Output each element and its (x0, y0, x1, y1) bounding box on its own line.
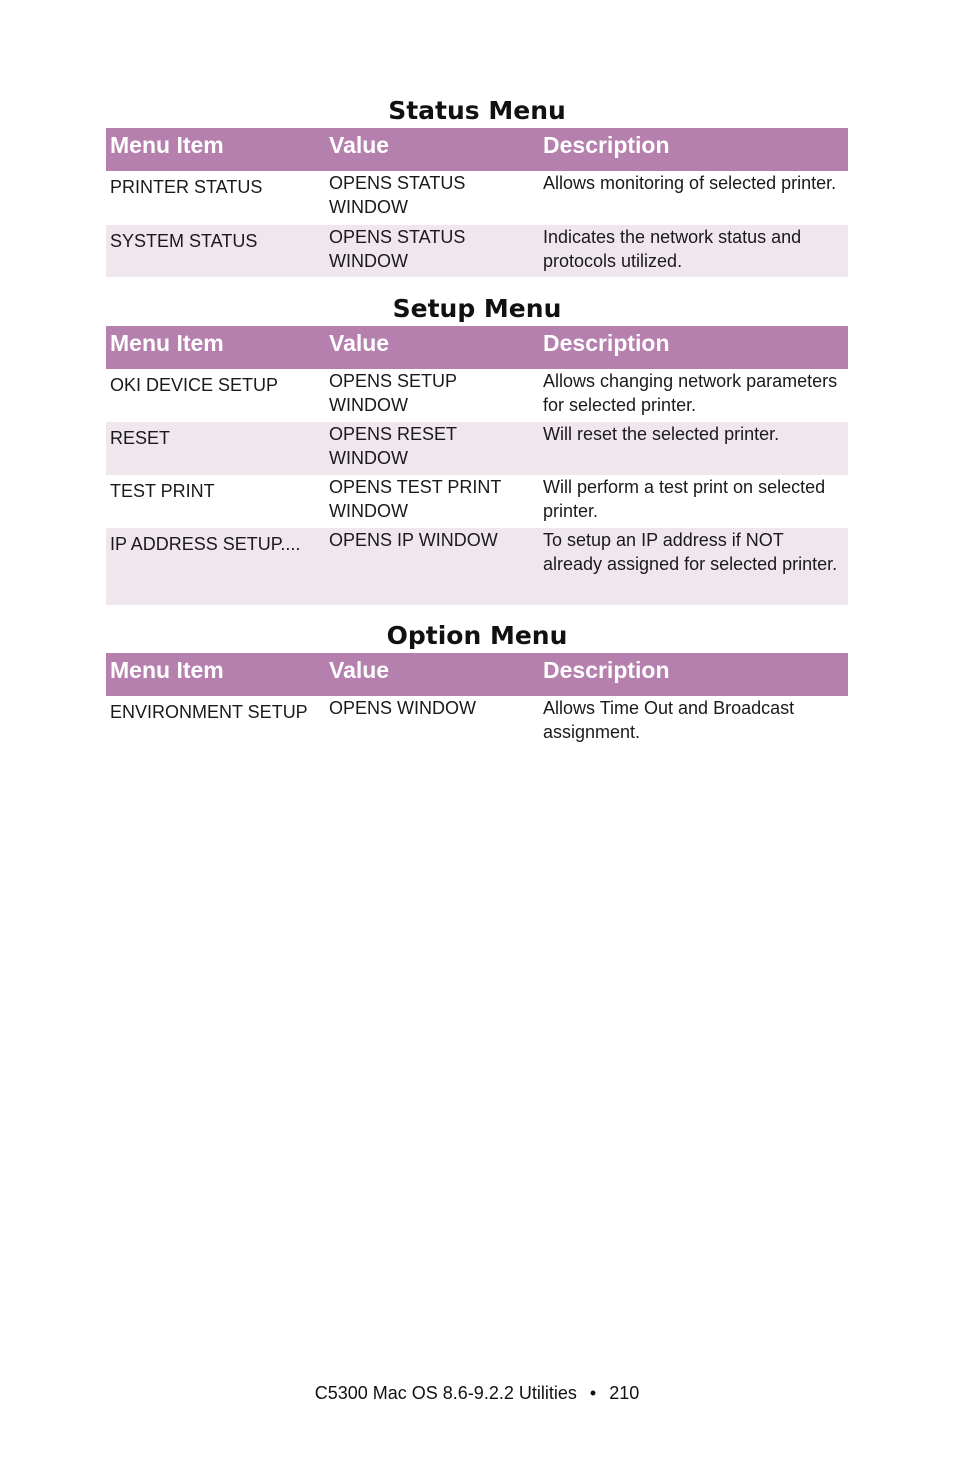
cell-value: OPENS SETUP WINDOW (329, 371, 457, 415)
header-menu-item: Menu Item (106, 326, 325, 369)
option-menu-table (106, 653, 848, 750)
section-title: Status Menu (388, 96, 566, 125)
table-row (106, 475, 848, 528)
cell-value: OPENS STATUS WINDOW (325, 225, 539, 277)
cell-value: OPENS IP WINDOW (325, 528, 539, 605)
table-header-row (106, 128, 848, 171)
header-menu-item: Menu Item (106, 128, 325, 171)
table-header-row (106, 326, 848, 369)
table-row (106, 225, 848, 277)
page-number: 210 (609, 1383, 640, 1403)
status-menu-table (106, 128, 848, 277)
header-value: Value (325, 128, 539, 171)
footer-separator: • (589, 1383, 597, 1403)
cell-item: TEST PRINT (110, 481, 215, 501)
cell-description: Allows Time Out and Broadcast assignment. (543, 698, 795, 742)
header-value: Value (325, 653, 539, 696)
cell-description: Allows monitoring of selected printer. (543, 173, 837, 193)
cell-item: SYSTEM STATUS (106, 225, 325, 277)
table-row (106, 171, 848, 225)
status-menu-section (106, 94, 848, 277)
setup-menu-table (106, 326, 848, 605)
cell-description: Allows changing network parameters for selected printer. (543, 371, 838, 415)
cell-value: OPENS TEST PRINT WINDOW (329, 477, 502, 521)
table-header-row (106, 653, 848, 696)
header-description: Description (539, 653, 848, 696)
cell-item: OKI DEVICE SETUP (110, 375, 279, 395)
page-footer (0, 1380, 954, 1406)
header-description: Description (539, 326, 848, 369)
section-title: Option Menu (386, 621, 568, 650)
table-row (106, 422, 848, 475)
header-description: Description (539, 128, 848, 171)
header-value: Value (325, 326, 539, 369)
setup-menu-section (106, 292, 848, 605)
footer-text: C5300 Mac OS 8.6-9.2.2 Utilities (314, 1383, 577, 1403)
table-row (106, 696, 848, 750)
cell-item: ENVIRONMENT SETUP (110, 702, 308, 722)
cell-value: OPENS STATUS WINDOW (329, 173, 466, 217)
cell-value: OPENS WINDOW (329, 698, 476, 718)
section-title: Setup Menu (392, 294, 562, 323)
cell-value: OPENS RESET WINDOW (325, 422, 539, 475)
cell-item: IP ADDRESS SETUP.... (106, 528, 325, 605)
table-row (106, 369, 848, 422)
cell-description: Indicates the network status and protocols utilized. (539, 225, 848, 277)
cell-description: Will reset the selected printer. (539, 422, 848, 475)
table-row (106, 528, 848, 605)
cell-item: PRINTER STATUS (110, 177, 263, 197)
option-menu-section (106, 619, 848, 750)
header-menu-item: Menu Item (106, 653, 325, 696)
cell-description: Will perform a test print on selected printer. (543, 477, 826, 521)
cell-item: RESET (106, 422, 325, 475)
cell-description: To setup an IP address if NOT already assigned for selected printer. (539, 528, 848, 605)
